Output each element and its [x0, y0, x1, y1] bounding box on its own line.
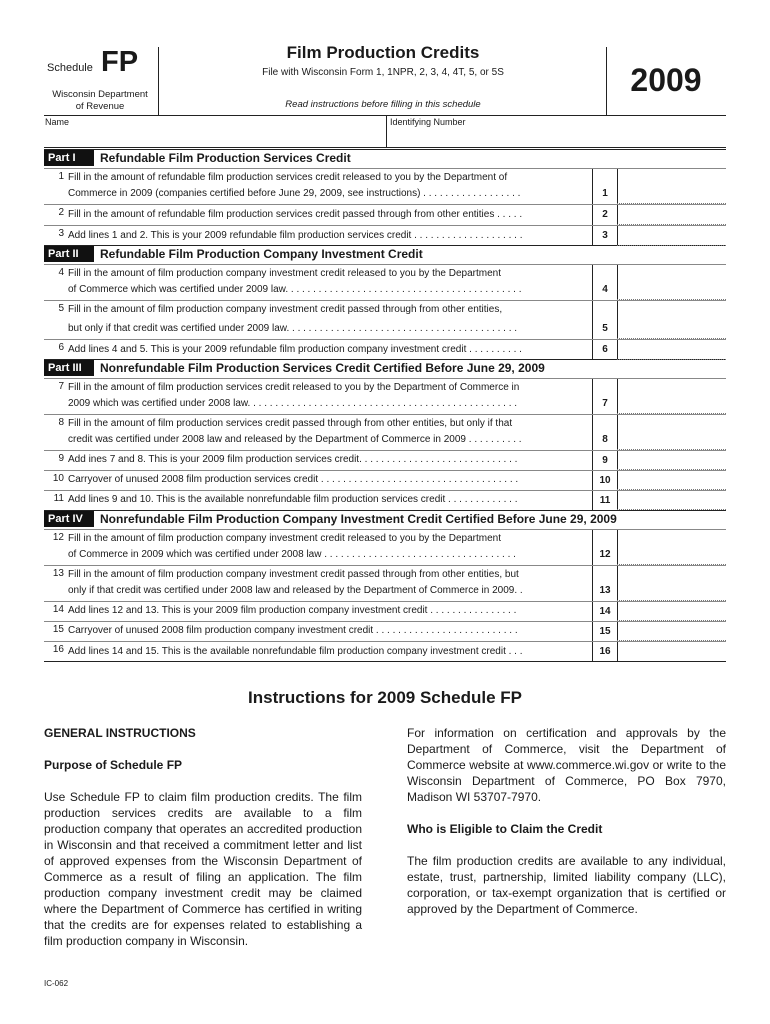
line-text: Fill in the amount of refundable film production services credit passed through from other entities . . . . .	[68, 209, 523, 220]
department-line-2: of Revenue	[75, 101, 125, 112]
name-label: Name	[45, 117, 70, 127]
line-number: 7	[58, 381, 64, 392]
eligibility-text: The film production credits are available to any individual, estate, trust, partnership, limited liability company (LLC), corporation, or tax-exempt organization that is certified or approved by the Department of Commerce.	[407, 854, 726, 916]
line-item-14	[44, 601, 726, 621]
line-number: 6	[58, 342, 64, 353]
line-text-continued: of Commerce which was certified under 2009 law. . . . . . . . . . . . . . . . . . . . . . . . . . . . . . . . . . . . . . . . . . .	[68, 284, 522, 295]
part-3-badge: Part III	[44, 360, 94, 376]
line-text: Fill in the amount of film production company investment credit passed through from other entities,	[68, 304, 503, 315]
line-item-1	[44, 168, 726, 204]
line-box-number: 14	[592, 602, 618, 621]
line-item-15	[44, 621, 726, 641]
line-3-amount-field[interactable]	[617, 226, 726, 246]
line-item-2	[44, 204, 726, 225]
line-text-continued: 2009 which was certified under 2008 law. . . . . . . . . . . . . . . . . . . . . . . . . . . . . . . . . . . . . . . . . . . . . . . . .	[68, 398, 518, 409]
line-box-number: 6	[592, 340, 618, 360]
instructions-left-column	[44, 725, 362, 949]
line-14-amount-field[interactable]	[617, 602, 726, 621]
line-15-amount-field[interactable]	[617, 622, 726, 641]
line-number: 11	[53, 493, 64, 504]
part-1-title: Refundable Film Production Services Credit	[100, 151, 351, 165]
line-item-16	[44, 641, 726, 662]
identifying-number-label: Identifying Number	[390, 117, 466, 127]
department-line-1: Wisconsin Department	[52, 89, 148, 100]
line-text-continued: of Commerce in 2009 which was certified under 2008 law . . . . . . . . . . . . . . . . . . . . . . . . . . . . . . . . . . .	[68, 549, 516, 560]
part-2-badge: Part II	[44, 246, 94, 262]
line-box-number: 11	[592, 491, 618, 510]
part-3-title: Nonrefundable Film Production Services Credit Certified Before June 29, 2009	[100, 361, 545, 375]
instructions-right-column	[407, 725, 726, 917]
line-text-continued: but only if that credit was certified under 2009 law. . . . . . . . . . . . . . . . . . . . . . . . . . . . . . . . . . . . . . . . . .	[68, 323, 518, 334]
line-box-number: 12	[592, 530, 618, 565]
part-4-title: Nonrefundable Film Production Company Investment Credit Certified Before June 29, 2009	[100, 512, 617, 526]
line-text: Fill in the amount of film production services credit released to you by the Department of Commerce in	[68, 382, 520, 393]
line-item-13	[44, 565, 726, 601]
line-10-amount-field[interactable]	[617, 471, 726, 490]
part-1-badge: Part I	[44, 150, 94, 166]
line-text: Fill in the amount of film production company investment credit passed through from other entities, but	[68, 569, 519, 580]
tax-year: 2009	[630, 62, 702, 98]
line-6-amount-field[interactable]	[617, 340, 726, 360]
line-box-number: 1	[592, 169, 618, 204]
line-text: Add lines 9 and 10. This is the available nonrefundable film production services credit . . . . . . . . . . . . .	[68, 494, 518, 505]
line-9-amount-field[interactable]	[617, 451, 726, 470]
line-number: 8	[58, 417, 64, 428]
line-text: Carryover of unused 2008 film production company investment credit . . . . . . . . . . . . . . . . . . . . . . . . . .	[68, 625, 518, 636]
schedule-word: Schedule	[47, 62, 93, 74]
line-text: Carryover of unused 2008 film production services credit . . . . . . . . . . . . . . . . . . . . . . . . . . . . . . . . . . . .	[68, 474, 519, 485]
line-text: Fill in the amount of film production company investment credit released to you by the Department	[68, 533, 501, 544]
part-2-header	[44, 245, 726, 262]
line-box-number: 2	[592, 205, 618, 225]
line-number: 13	[52, 568, 64, 579]
line-1-amount-field[interactable]	[617, 169, 726, 204]
line-number: 15	[52, 624, 64, 635]
line-box-number: 13	[592, 566, 618, 601]
line-text: Add ines 7 and 8. This is your 2009 film production services credit. . . . . . . . . . . . . . . . . . . . . . . . . . . . .	[68, 454, 518, 465]
part-1-header	[44, 149, 726, 166]
form-title: Film Production Credits	[286, 43, 480, 62]
name-id-divider	[386, 115, 387, 147]
line-box-number: 7	[592, 379, 618, 414]
general-instructions-heading: GENERAL INSTRUCTIONS	[44, 726, 196, 740]
name-rule	[44, 147, 726, 148]
part-4-badge: Part IV	[44, 511, 94, 527]
schedule-code: FP	[101, 46, 139, 78]
line-item-11	[44, 490, 726, 510]
header-rule	[44, 115, 726, 116]
line-number: 14	[52, 604, 64, 615]
line-8-amount-field[interactable]	[617, 415, 726, 450]
line-13-amount-field[interactable]	[617, 566, 726, 601]
part-2-title: Refundable Film Production Company Investment Credit	[100, 247, 423, 261]
line-box-number: 9	[592, 451, 618, 470]
line-7-amount-field[interactable]	[617, 379, 726, 414]
line-number: 2	[58, 207, 64, 218]
eligibility-heading: Who is Eligible to Claim the Credit	[407, 822, 603, 836]
file-with-text: File with Wisconsin Form 1, 1NPR, 2, 3, 4, 4T, 5, or 5S	[262, 67, 504, 78]
line-text-continued: credit was certified under 2008 law and released by the Department of Commerce in 2009 . . . . . . . . . .	[68, 434, 522, 445]
part-3-header	[44, 359, 726, 376]
line-text: Fill in the amount of film production services credit passed through from other entities, but only if that	[68, 418, 513, 429]
purpose-heading: Purpose of Schedule FP	[44, 758, 183, 772]
line-item-8	[44, 414, 726, 450]
part-4-header	[44, 510, 726, 527]
line-number: 1	[58, 171, 64, 182]
department-name	[44, 89, 156, 113]
line-text: Add lines 4 and 5. This is your 2009 refundable film production company investment credit . . . . . . . . . .	[68, 344, 522, 355]
line-item-5	[44, 300, 726, 339]
line-text: Add lines 14 and 15. This is the available nonrefundable film production company investment credit . . .	[68, 646, 523, 657]
line-box-number: 16	[592, 642, 618, 662]
line-text: Fill in the amount of film production company investment credit released to you by the Department	[68, 268, 501, 279]
line-item-7	[44, 378, 726, 414]
line-12-amount-field[interactable]	[617, 530, 726, 565]
line-number: 3	[58, 228, 64, 239]
line-5-amount-field[interactable]	[617, 301, 726, 339]
line-box-number: 10	[592, 471, 618, 490]
line-box-number: 5	[592, 301, 618, 339]
name-field[interactable]	[44, 126, 384, 146]
line-number: 4	[58, 267, 64, 278]
line-box-number: 4	[592, 265, 618, 300]
line-item-4	[44, 264, 726, 300]
line-text: Fill in the amount of refundable film production services credit released to you by the Department of	[68, 172, 508, 183]
line-4-amount-field[interactable]	[617, 265, 726, 300]
line-item-3	[44, 225, 726, 246]
line-box-number: 15	[592, 622, 618, 641]
form-id: IC-062	[44, 979, 69, 988]
line-2-amount-field[interactable]	[617, 205, 726, 225]
line-text: Add lines 12 and 13. This is your 2009 film production company investment credit . . . . . . . . . . . . . . . .	[68, 605, 517, 616]
line-number: 10	[52, 473, 64, 484]
line-16-amount-field[interactable]	[617, 642, 726, 662]
line-text-continued: only if that credit was certified under 2008 law and released by the Department of Commerce in 2009. .	[68, 585, 523, 596]
line-item-12	[44, 529, 726, 565]
form-bottom-rule	[44, 661, 726, 662]
line-number: 5	[58, 303, 64, 314]
line-box-number: 3	[592, 226, 618, 246]
line-number: 12	[52, 532, 64, 543]
line-item-10	[44, 470, 726, 490]
line-box-number: 8	[592, 415, 618, 450]
line-text-continued: Commerce in 2009 (companies certified before June 29, 2009, see instructions) . . . . . . . . . . . . . . . . . .	[68, 188, 521, 199]
schedule-header-block	[44, 44, 159, 116]
certification-info-text: For information on certification and approvals by the Department of Commerce, visit the Department of Commerce website at www.commerce.wi.gov or write to the Wisconsin Department of Commerce, PO Box 7970, Madison WI 53707-7970.	[407, 726, 726, 804]
line-item-6	[44, 339, 726, 360]
header-divider-left	[158, 47, 159, 115]
line-number: 16	[52, 644, 64, 655]
identifying-number-field[interactable]	[388, 126, 724, 146]
line-11-amount-field[interactable]	[617, 491, 726, 510]
line-number: 9	[58, 453, 64, 464]
purpose-text: Use Schedule FP to claim film production credits. The film production services credits are available to a film production company that operates an accredited production in Wisconsin and that received a commitment letter and list of approved expenses from the Wisconsin Department of Commerce as a result of filing an application. The film production company investment credit may be claimed where the Department of Commerce has certified in writing that the credits are for expenses related to establishing a film production company in Wisconsin.	[44, 790, 362, 948]
line-text: Add lines 1 and 2. This is your 2009 refundable film production services credit . . . . . . . . . . . . . . . . . . . .	[68, 230, 523, 241]
read-instructions-text: Read instructions before filling in this schedule	[285, 99, 481, 110]
line-item-9	[44, 450, 726, 470]
instructions-title: Instructions for 2009 Schedule FP	[248, 688, 522, 707]
